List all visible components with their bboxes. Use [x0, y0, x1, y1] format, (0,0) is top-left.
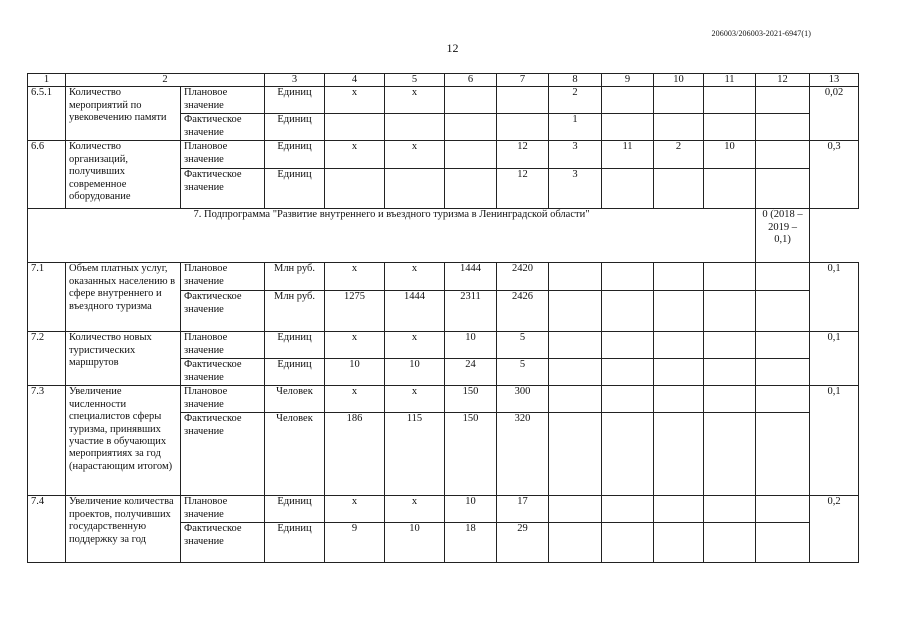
value-cell	[704, 359, 756, 386]
value-kind: Фактическое значение	[181, 523, 265, 563]
column-header: 6	[445, 74, 497, 87]
column-header: 2	[66, 74, 265, 87]
value-cell: х	[325, 496, 385, 523]
value-cell	[549, 386, 602, 413]
value-cell	[602, 359, 654, 386]
value-cell: 11	[602, 141, 654, 169]
value-cell: 320	[497, 413, 549, 496]
unit-cell: Единиц	[265, 87, 325, 114]
value-cell	[654, 413, 704, 496]
value-kind: Плановое значение	[181, 87, 265, 114]
weight-cell: 0,02	[810, 87, 859, 141]
value-cell	[756, 114, 810, 141]
column-header: 3	[265, 74, 325, 87]
value-cell: 3	[549, 169, 602, 209]
value-cell: х	[385, 386, 445, 413]
unit-cell: Млн руб.	[265, 291, 325, 332]
value-cell	[654, 332, 704, 359]
value-cell	[602, 291, 654, 332]
value-cell	[325, 169, 385, 209]
table-row	[28, 141, 859, 169]
value-cell	[602, 169, 654, 209]
value-cell	[385, 169, 445, 209]
unit-cell: Единиц	[265, 523, 325, 563]
weight-cell: 0,2	[810, 496, 859, 563]
indicator-name: Количество организаций, получивших современное оборудование	[66, 141, 181, 209]
value-cell: 2420	[497, 263, 549, 291]
value-cell	[549, 332, 602, 359]
value-cell	[549, 359, 602, 386]
value-cell: 10	[385, 523, 445, 563]
value-cell: 10	[325, 359, 385, 386]
column-header: 10	[654, 74, 704, 87]
value-cell: 12	[497, 141, 549, 169]
value-cell	[549, 413, 602, 496]
table-row	[28, 263, 859, 291]
value-cell	[497, 114, 549, 141]
indicator-number: 7.4	[28, 496, 66, 563]
value-cell	[704, 386, 756, 413]
value-cell	[654, 263, 704, 291]
value-cell	[654, 496, 704, 523]
column-header: 7	[497, 74, 549, 87]
table-row	[28, 87, 859, 114]
value-kind: Фактическое значение	[181, 413, 265, 496]
value-cell	[445, 114, 497, 141]
value-cell	[445, 141, 497, 169]
value-cell	[602, 496, 654, 523]
value-cell	[704, 114, 756, 141]
value-cell	[756, 291, 810, 332]
value-cell	[654, 359, 704, 386]
page-number: 12	[446, 41, 459, 55]
value-cell	[756, 332, 810, 359]
weight-cell: 0,1	[810, 332, 859, 386]
value-cell: х	[385, 141, 445, 169]
value-cell: 18	[445, 523, 497, 563]
value-cell: 17	[497, 496, 549, 523]
value-cell	[654, 87, 704, 114]
value-cell: 9	[325, 523, 385, 563]
value-cell	[756, 359, 810, 386]
value-cell	[497, 87, 549, 114]
value-cell	[756, 141, 810, 169]
value-cell	[756, 263, 810, 291]
value-cell: х	[325, 141, 385, 169]
value-cell	[654, 114, 704, 141]
value-cell	[602, 523, 654, 563]
value-cell: 1444	[385, 291, 445, 332]
value-cell	[756, 169, 810, 209]
value-cell	[549, 291, 602, 332]
value-cell: 186	[325, 413, 385, 496]
column-header: 1	[28, 74, 66, 87]
column-header: 13	[810, 74, 859, 87]
table-row	[28, 332, 859, 359]
value-cell	[654, 386, 704, 413]
value-cell: 2	[654, 141, 704, 169]
value-cell	[704, 291, 756, 332]
value-cell	[445, 87, 497, 114]
value-cell: 1444	[445, 263, 497, 291]
value-cell	[704, 523, 756, 563]
value-cell	[704, 169, 756, 209]
value-cell	[654, 523, 704, 563]
value-cell: 150	[445, 413, 497, 496]
indicator-name: Количество мероприятий по увековечению памяти	[66, 87, 181, 141]
value-cell	[654, 291, 704, 332]
indicator-number: 6.5.1	[28, 87, 66, 141]
value-cell	[602, 386, 654, 413]
value-cell: 300	[497, 386, 549, 413]
weight-cell: 0 (2018 – 2019 – 0,1)	[756, 209, 810, 263]
column-header: 12	[756, 74, 810, 87]
value-cell	[704, 496, 756, 523]
value-cell: 2	[549, 87, 602, 114]
value-cell: 12	[497, 169, 549, 209]
unit-cell: Единиц	[265, 141, 325, 169]
document-id: 206003/206003-2021-6947(1)	[711, 29, 811, 38]
unit-cell: Млн руб.	[265, 263, 325, 291]
column-header: 8	[549, 74, 602, 87]
value-cell	[445, 169, 497, 209]
value-cell	[756, 386, 810, 413]
indicator-name: Увеличение количества проектов, получивших государственную поддержку за год	[66, 496, 181, 563]
value-cell	[704, 263, 756, 291]
indicator-number: 7.3	[28, 386, 66, 496]
value-cell: х	[385, 263, 445, 291]
value-kind: Фактическое значение	[181, 114, 265, 141]
value-kind: Фактическое значение	[181, 169, 265, 209]
indicator-name: Количество новых туристических маршрутов	[66, 332, 181, 386]
unit-cell: Единиц	[265, 359, 325, 386]
value-cell: 115	[385, 413, 445, 496]
value-kind: Плановое значение	[181, 141, 265, 169]
column-header: 9	[602, 74, 654, 87]
value-cell	[602, 114, 654, 141]
value-cell	[654, 169, 704, 209]
indicator-number: 7.1	[28, 263, 66, 332]
value-cell: 10	[445, 332, 497, 359]
value-cell: 29	[497, 523, 549, 563]
value-kind: Фактическое значение	[181, 291, 265, 332]
value-cell: 150	[445, 386, 497, 413]
value-cell	[325, 114, 385, 141]
subprogram-row	[28, 209, 859, 263]
column-header: 11	[704, 74, 756, 87]
value-cell: 10	[704, 141, 756, 169]
unit-cell: Человек	[265, 386, 325, 413]
unit-cell: Единиц	[265, 169, 325, 209]
value-cell: 5	[497, 332, 549, 359]
value-cell: 24	[445, 359, 497, 386]
unit-cell: Единиц	[265, 114, 325, 141]
table-row	[28, 496, 859, 523]
subprogram-title: 7. Подпрограмма "Развитие внутреннего и въездного туризма в Ленинградской области"	[28, 209, 756, 263]
value-kind: Фактическое значение	[181, 359, 265, 386]
value-kind: Плановое значение	[181, 263, 265, 291]
unit-cell: Единиц	[265, 332, 325, 359]
value-cell: 10	[385, 359, 445, 386]
value-cell	[549, 496, 602, 523]
value-cell: х	[385, 87, 445, 114]
value-cell	[602, 413, 654, 496]
table-row	[28, 386, 859, 413]
value-cell: х	[385, 332, 445, 359]
value-cell	[385, 114, 445, 141]
value-cell	[756, 496, 810, 523]
value-cell: х	[325, 263, 385, 291]
value-cell	[704, 87, 756, 114]
value-cell: х	[325, 386, 385, 413]
value-cell	[756, 413, 810, 496]
indicator-number: 6.6	[28, 141, 66, 209]
value-cell: 1	[549, 114, 602, 141]
value-cell: 2311	[445, 291, 497, 332]
value-cell	[756, 523, 810, 563]
value-cell: х	[385, 496, 445, 523]
value-cell: 2426	[497, 291, 549, 332]
value-cell	[704, 332, 756, 359]
weight-cell: 0,3	[810, 141, 859, 209]
value-cell	[704, 413, 756, 496]
value-cell: 1275	[325, 291, 385, 332]
value-cell: х	[325, 87, 385, 114]
value-cell	[549, 523, 602, 563]
value-cell: х	[325, 332, 385, 359]
value-kind: Плановое значение	[181, 386, 265, 413]
value-kind: Плановое значение	[181, 332, 265, 359]
value-cell	[549, 263, 602, 291]
value-cell	[602, 332, 654, 359]
value-cell	[602, 87, 654, 114]
column-header: 4	[325, 74, 385, 87]
value-cell: 10	[445, 496, 497, 523]
indicator-number: 7.2	[28, 332, 66, 386]
weight-cell: 0,1	[810, 263, 859, 332]
indicator-table	[27, 73, 859, 563]
value-kind: Плановое значение	[181, 496, 265, 523]
indicator-name: Объем платных услуг, оказанных населению в сфере внутреннего и въездного туризма	[66, 263, 181, 332]
column-number-row	[28, 74, 859, 87]
column-header: 5	[385, 74, 445, 87]
value-cell	[756, 87, 810, 114]
indicator-name: Увеличение численности специалистов сферы туризма, принявших участие в обучающих мероприятиях за год (нарастающим итогом)	[66, 386, 181, 496]
unit-cell: Человек	[265, 413, 325, 496]
value-cell: 3	[549, 141, 602, 169]
weight-cell: 0,1	[810, 386, 859, 496]
value-cell: 5	[497, 359, 549, 386]
value-cell	[602, 263, 654, 291]
unit-cell: Единиц	[265, 496, 325, 523]
